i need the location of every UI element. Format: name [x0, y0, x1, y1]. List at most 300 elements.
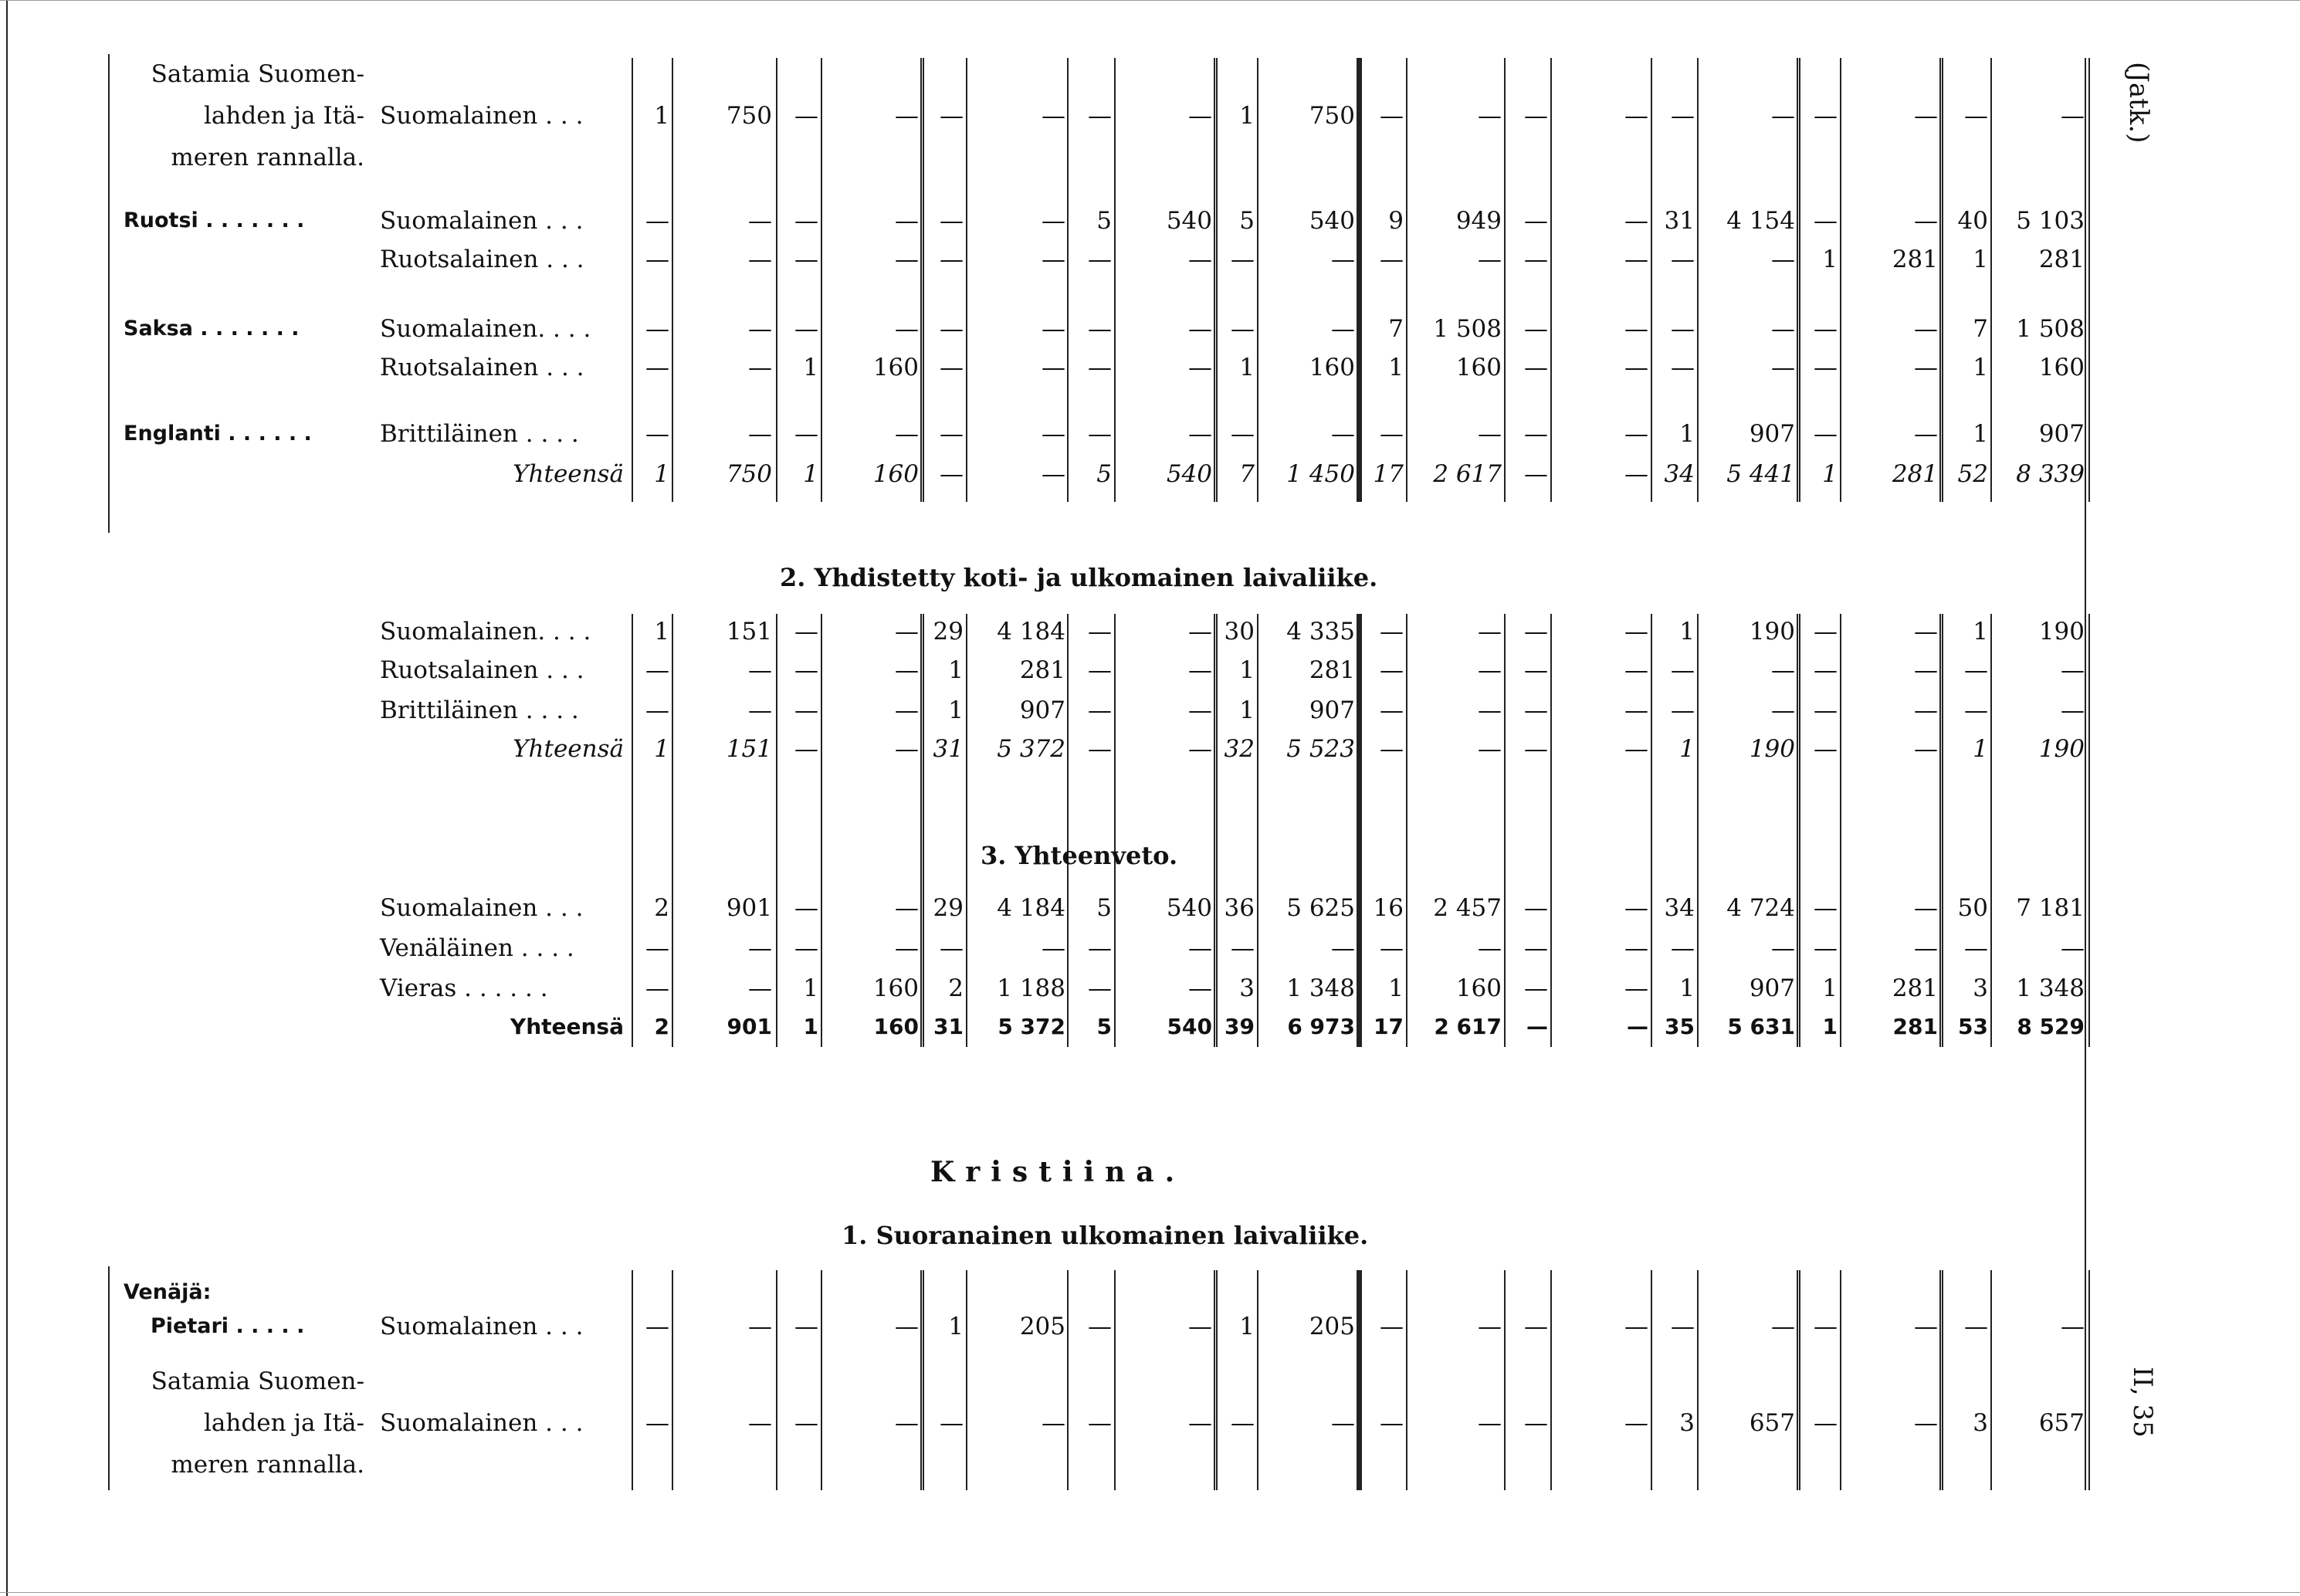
table-cell: — [1964, 656, 1988, 684]
column-rule [923, 614, 924, 1047]
table-cell: — [1331, 1409, 1355, 1437]
table-cell: — [1331, 934, 1355, 962]
column-rule [1406, 614, 1407, 1047]
table-cell: — [794, 315, 818, 343]
table-cell: 7 [1973, 315, 1988, 343]
table-cell: — [1042, 460, 1065, 488]
table-cell: — [1088, 696, 1112, 724]
table-cell: 40 [1957, 207, 1988, 235]
table-cell: 1 [1388, 354, 1404, 381]
table-cell: — [940, 420, 964, 448]
table-cell: — [1671, 315, 1695, 343]
page-number: II, 35 [2127, 1367, 2158, 1438]
region-label: Satamia Suomen- [151, 60, 364, 88]
table-cell: — [1042, 1409, 1065, 1437]
table-cell: — [1914, 420, 1938, 448]
table-cell: 190 [1749, 618, 1795, 646]
frame-rule [6, 0, 8, 1596]
column-rule [1799, 1270, 1800, 1490]
table-cell: 5 103 [2016, 207, 2085, 235]
table-cell: 190 [1749, 735, 1795, 763]
column-rule [632, 58, 633, 502]
table-cell: — [1771, 315, 1795, 343]
table-cell: — [794, 420, 818, 448]
table-cell: — [645, 420, 669, 448]
table-cell: — [1914, 618, 1938, 646]
table-cell: 1 [1973, 420, 1988, 448]
column-rule [1942, 614, 1943, 1047]
table-cell: — [1478, 656, 1502, 684]
table-cell: — [1771, 102, 1795, 130]
column-rule [776, 614, 777, 1047]
table-cell: 907 [1309, 696, 1355, 724]
table-cell: — [1042, 315, 1065, 343]
column-rule [1216, 1270, 1218, 1490]
table-cell: — [1814, 1409, 1838, 1437]
table-cell: — [1914, 1409, 1938, 1437]
table-cell: 17 [1374, 1014, 1404, 1039]
table-cell: — [940, 246, 964, 273]
table-cell: — [1042, 246, 1065, 273]
table-cell: 1 [948, 656, 964, 684]
region-label: meren rannalla. [171, 1451, 364, 1479]
table-cell: — [645, 207, 669, 235]
table-cell: 5 631 [1727, 1014, 1795, 1039]
table-cell: — [1771, 934, 1795, 962]
table-cell: — [1188, 420, 1212, 448]
nationality-label: Suomalainen. . . . [380, 618, 591, 646]
table-cell: 39 [1225, 1014, 1255, 1039]
table-cell: 3 [1973, 974, 1988, 1002]
table-cell: — [1814, 1313, 1838, 1340]
table-cell: — [748, 974, 772, 1002]
nationality-label: Brittiläinen . . . . [380, 696, 579, 724]
table-cell: — [794, 246, 818, 273]
table-cell: 50 [1957, 894, 1988, 922]
table-cell: — [748, 207, 772, 235]
table-cell: — [1914, 696, 1938, 724]
table-cell: — [794, 696, 818, 724]
table-cell: — [1380, 1313, 1404, 1340]
column-rule [1257, 614, 1258, 1047]
table-cell: 1 [654, 102, 669, 130]
column-rule [1067, 58, 1069, 502]
region-label: lahden ja Itä- [204, 102, 364, 130]
table-cell: — [1814, 894, 1838, 922]
section-heading: 2. Yhdistetty koti- ja ulkomainen laivaliike. [780, 563, 1378, 592]
table-cell: — [940, 207, 964, 235]
table-cell: 281 [1309, 656, 1355, 684]
table-cell: — [895, 207, 919, 235]
table-cell: — [748, 934, 772, 962]
table-cell: 1 508 [1433, 315, 1502, 343]
table-cell: 31 [933, 735, 964, 763]
table-cell: — [1914, 354, 1938, 381]
column-rule [672, 58, 673, 502]
column-rule [821, 614, 822, 1047]
table-cell: — [1914, 315, 1938, 343]
table-cell: — [1524, 420, 1548, 448]
column-rule [1114, 614, 1116, 1047]
table-cell: 281 [2038, 246, 2085, 273]
table-cell: 52 [1957, 460, 1988, 488]
table-cell: 9 [1388, 207, 1404, 235]
table-cell: — [1814, 420, 1838, 448]
table-cell: — [1231, 934, 1255, 962]
table-cell: 1 [803, 1014, 818, 1039]
table-cell: — [748, 656, 772, 684]
column-rule [1651, 1270, 1652, 1490]
nationality-label: Ruotsalainen . . . [380, 246, 584, 273]
table-cell: — [748, 696, 772, 724]
column-rule [1550, 614, 1552, 1047]
table-cell: — [1671, 1313, 1695, 1340]
table-cell: — [1380, 102, 1404, 130]
table-cell: 151 [726, 735, 772, 763]
table-cell: — [1524, 1409, 1548, 1437]
table-cell: — [1524, 894, 1548, 922]
table-cell: 5 [1096, 1014, 1112, 1039]
table-cell: — [1042, 934, 1065, 962]
table-cell: 907 [1019, 696, 1065, 724]
column-rule [672, 614, 673, 1047]
table-cell: 281 [1892, 460, 1938, 488]
table-cell: 281 [1892, 246, 1938, 273]
column-rule [1797, 58, 1798, 502]
table-cell: 4 335 [1286, 618, 1355, 646]
table-cell: — [1524, 934, 1548, 962]
region-label: Venäjä: [124, 1280, 212, 1304]
column-rule [923, 58, 924, 502]
table-cell: 2 457 [1433, 894, 1502, 922]
table-cell: 901 [726, 894, 772, 922]
table-cell: — [645, 1409, 669, 1437]
nationality-label: Suomalainen . . . [380, 1409, 584, 1437]
table-cell: — [1814, 315, 1838, 343]
table-cell: — [1524, 207, 1548, 235]
table-cell: — [645, 315, 669, 343]
table-cell: — [748, 420, 772, 448]
table-cell: — [1088, 102, 1112, 130]
table-cell: — [1088, 1313, 1112, 1340]
table-cell: — [1771, 656, 1795, 684]
table-cell: — [1671, 246, 1695, 273]
column-rule [821, 58, 822, 502]
column-rule [776, 1270, 777, 1490]
table-cell: 8 529 [2017, 1014, 2085, 1039]
region-label: Satamia Suomen- [151, 1367, 364, 1395]
table-cell: 657 [2038, 1409, 2085, 1437]
table-cell: 29 [933, 894, 964, 922]
table-cell: — [748, 354, 772, 381]
table-cell: — [1914, 894, 1938, 922]
column-rule [1214, 614, 1215, 1047]
nationality-label: Suomalainen . . . [380, 102, 584, 130]
table-cell: — [1814, 618, 1838, 646]
table-cell: 1 [1822, 974, 1838, 1002]
table-cell: 31 [1664, 207, 1695, 235]
table-cell: — [1188, 102, 1212, 130]
table-cell: — [645, 354, 669, 381]
column-rule [1651, 58, 1652, 502]
column-rule [1216, 614, 1218, 1047]
column-rule [1840, 58, 1841, 502]
table-cell: 5 [1096, 207, 1112, 235]
table-cell: — [645, 1313, 669, 1340]
table-cell: — [895, 1409, 919, 1437]
column-rule [632, 614, 633, 1047]
table-cell: — [1914, 934, 1938, 962]
column-rule [920, 614, 922, 1047]
column-rule [1406, 58, 1407, 502]
column-rule [776, 58, 777, 502]
table-cell: 1 [1239, 102, 1255, 130]
table-cell: 750 [726, 102, 772, 130]
table-cell: — [1188, 354, 1212, 381]
column-rule [1697, 1270, 1699, 1490]
table-cell: — [2061, 1313, 2085, 1340]
table-cell: 1 [1239, 656, 1255, 684]
table-cell: 36 [1224, 894, 1255, 922]
table-cell: — [940, 1409, 964, 1437]
table-cell: — [1624, 460, 1648, 488]
column-rule [2088, 1270, 2090, 1490]
table-cell: — [1814, 735, 1838, 763]
table-cell: — [1814, 102, 1838, 130]
table-cell: — [1088, 420, 1112, 448]
table-cell: — [1814, 207, 1838, 235]
table-cell: — [794, 207, 818, 235]
table-cell: — [1624, 618, 1648, 646]
table-cell: — [1380, 246, 1404, 273]
column-rule [1840, 1270, 1841, 1490]
table-cell: — [1042, 354, 1065, 381]
table-cell: 1 348 [2016, 974, 2085, 1002]
table-cell: — [1088, 974, 1112, 1002]
column-rule [920, 58, 922, 502]
table-cell: — [1624, 974, 1648, 1002]
table-cell: 30 [1224, 618, 1255, 646]
column-rule [1939, 1270, 1941, 1490]
table-cell: — [794, 618, 818, 646]
column-rule [1799, 58, 1800, 502]
table-cell: — [1914, 656, 1938, 684]
border-rule [0, 1592, 2300, 1593]
table-cell: — [1524, 1313, 1548, 1340]
table-cell: 151 [726, 618, 772, 646]
table-cell: 540 [1167, 1014, 1212, 1039]
table-cell: 4 154 [1726, 207, 1795, 235]
table-cell: — [794, 934, 818, 962]
column-rule [632, 1270, 633, 1490]
table-cell: — [1627, 1014, 1648, 1039]
column-rule [1067, 1270, 1069, 1490]
nationality-label: Vieras . . . . . . [380, 974, 548, 1002]
table-cell: — [895, 735, 919, 763]
column-rule [920, 1270, 922, 1490]
table-cell: — [794, 1409, 818, 1437]
table-cell: 2 [948, 974, 964, 1002]
table-cell: — [1524, 656, 1548, 684]
table-cell: — [1188, 656, 1212, 684]
table-cell: 160 [872, 354, 919, 381]
column-rule [1990, 1270, 1992, 1490]
table-cell: — [1524, 315, 1548, 343]
table-cell: 540 [1166, 207, 1212, 235]
column-rule [1939, 58, 1941, 502]
table-cell: 1 [654, 460, 669, 488]
column-rule [1942, 1270, 1943, 1490]
table-cell: 29 [933, 618, 964, 646]
table-cell: — [645, 246, 669, 273]
column-rule [1504, 58, 1506, 502]
table-cell: — [1524, 696, 1548, 724]
frame-rule [2085, 58, 2086, 1490]
table-cell: — [1526, 1014, 1548, 1039]
table-cell: 160 [873, 1014, 919, 1039]
table-cell: — [1231, 1409, 1255, 1437]
table-cell: 1 [654, 735, 669, 763]
table-cell: 1 [1388, 974, 1404, 1002]
table-cell: 16 [1373, 894, 1404, 922]
table-cell: 657 [1749, 1409, 1795, 1437]
column-rule [1550, 58, 1552, 502]
table-cell: — [1042, 102, 1065, 130]
table-cell: — [1478, 934, 1502, 962]
table-cell: 5 441 [1726, 460, 1795, 488]
table-cell: — [1814, 696, 1838, 724]
column-rule [1114, 58, 1116, 502]
table-cell: 160 [1455, 974, 1502, 1002]
table-cell: — [1478, 1313, 1502, 1340]
table-cell: — [940, 315, 964, 343]
table-cell: 205 [1019, 1313, 1065, 1340]
region-label: lahden ja Itä- [204, 1409, 364, 1437]
table-cell: — [1331, 246, 1355, 273]
table-cell: 1 [1822, 1014, 1838, 1039]
table-cell: — [1624, 246, 1648, 273]
table-cell: — [645, 974, 669, 1002]
table-cell: 1 [803, 974, 818, 1002]
table-cell: — [1478, 246, 1502, 273]
nationality-label: Brittiläinen . . . . [380, 420, 579, 448]
table-cell: — [2061, 102, 2085, 130]
table-cell: — [1188, 696, 1212, 724]
table-cell: 1 [1973, 354, 1988, 381]
nationality-label: Ruotsalainen . . . [380, 354, 584, 381]
table-cell: — [1088, 354, 1112, 381]
table-cell: — [1231, 315, 1255, 343]
table-cell: — [1964, 934, 1988, 962]
table-cell: 907 [1749, 974, 1795, 1002]
table-cell: — [1188, 1409, 1212, 1437]
table-cell: 281 [1892, 1014, 1938, 1039]
table-cell: 2 617 [1434, 1014, 1502, 1039]
region-label: Englanti . . . . . . [124, 422, 312, 446]
table-cell: — [895, 246, 919, 273]
table-cell: 1 [948, 1313, 964, 1340]
table-cell: — [1188, 934, 1212, 962]
table-cell: — [2061, 934, 2085, 962]
table-cell: — [748, 1313, 772, 1340]
table-cell: — [1814, 934, 1838, 962]
nationality-label: Ruotsalainen . . . [380, 656, 584, 684]
table-cell: 4 184 [997, 894, 1065, 922]
column-rule [966, 614, 967, 1047]
total-label: Yhteensä [513, 460, 624, 488]
table-cell: — [1814, 656, 1838, 684]
table-cell: — [1231, 246, 1255, 273]
table-cell: — [895, 934, 919, 962]
table-cell: 31 [933, 1014, 964, 1039]
table-cell: 5 [1239, 207, 1255, 235]
table-cell: 750 [726, 460, 772, 488]
table-cell: 1 [1973, 735, 1988, 763]
table-cell: — [1524, 354, 1548, 381]
table-cell: — [1478, 696, 1502, 724]
table-cell: 1 [1822, 246, 1838, 273]
column-rule [1359, 1270, 1362, 1490]
column-rule [923, 1270, 924, 1490]
table-cell: — [1188, 315, 1212, 343]
nationality-label: Suomalainen . . . [380, 1313, 584, 1340]
table-cell: — [1671, 696, 1695, 724]
table-cell: — [1380, 1409, 1404, 1437]
table-cell: — [1188, 1313, 1212, 1340]
nationality-label: Suomalainen. . . . [380, 315, 591, 343]
table-cell: 34 [1664, 894, 1695, 922]
table-cell: — [1042, 207, 1065, 235]
table-cell: — [1914, 102, 1938, 130]
table-cell: — [748, 1409, 772, 1437]
table-cell: — [2061, 656, 2085, 684]
table-cell: 1 [1679, 974, 1695, 1002]
table-cell: 35 [1665, 1014, 1695, 1039]
table-cell: 281 [1019, 656, 1065, 684]
table-cell: 5 625 [1286, 894, 1355, 922]
table-cell: — [1524, 460, 1548, 488]
table-cell: — [794, 735, 818, 763]
table-cell: — [1671, 102, 1695, 130]
table-cell: 1 [654, 618, 669, 646]
column-rule [1504, 614, 1506, 1047]
table-cell: 2 617 [1433, 460, 1502, 488]
column-rule [1406, 1270, 1407, 1490]
table-cell: 1 [1679, 420, 1695, 448]
nationality-label: Venäläinen . . . . [380, 934, 574, 962]
table-cell: — [1671, 934, 1695, 962]
table-cell: 1 [1239, 696, 1255, 724]
table-cell: 540 [1166, 894, 1212, 922]
table-cell: 7 [1239, 460, 1255, 488]
table-cell: — [895, 315, 919, 343]
table-cell: — [645, 696, 669, 724]
table-cell: — [1380, 420, 1404, 448]
column-rule [1504, 1270, 1506, 1490]
table-cell: — [1771, 1313, 1795, 1340]
table-cell: — [1771, 246, 1795, 273]
table-cell: — [895, 656, 919, 684]
region-label: meren rannalla. [171, 144, 364, 171]
town-heading: Kristiina. [930, 1156, 1186, 1188]
table-cell: — [1964, 102, 1988, 130]
border-rule [0, 0, 2300, 1]
table-cell: — [895, 618, 919, 646]
table-cell: — [1331, 420, 1355, 448]
section-heading: 1. Suoranainen ulkomainen laivaliike. [842, 1221, 1369, 1250]
table-cell: 1 [1679, 735, 1695, 763]
table-cell: 160 [2038, 354, 2085, 381]
